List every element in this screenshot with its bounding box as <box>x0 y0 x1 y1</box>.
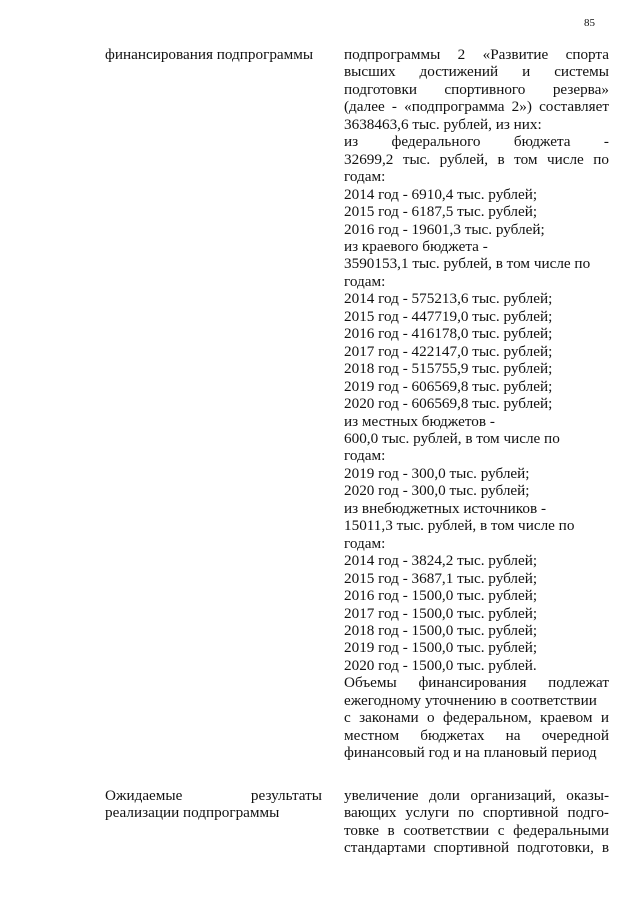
content-line: стандартами спортивной подготовки, в <box>344 839 609 857</box>
content-line: 2014 год - 575213,6 тыс. рублей; <box>344 290 553 308</box>
content-line: 2014 год - 3824,2 тыс. рублей; <box>344 552 538 570</box>
label-line: Ожидаемые результаты <box>105 787 322 804</box>
content-line: 2016 год - 416178,0 тыс. рублей; <box>344 325 553 343</box>
content-line: подготовки спортивного резерва» <box>344 80 609 98</box>
content-line: 2018 год - 515755,9 тыс. рублей; <box>344 360 553 378</box>
content-line: 2016 год - 1500,0 тыс. рублей; <box>344 587 538 605</box>
content-line: 2020 год - 1500,0 тыс. рублей. <box>344 656 537 674</box>
content-line: из внебюджетных источников - <box>344 499 547 517</box>
content-line: увеличение доли организаций, оказы- <box>344 787 609 804</box>
content-line: 2019 год - 606569,8 тыс. рублей; <box>344 377 553 395</box>
content-line: 2015 год - 6187,5 тыс. рублей; <box>344 203 538 221</box>
content-line: 2019 год - 300,0 тыс. рублей; <box>344 464 530 482</box>
content-line: (далее - «подпрограмма 2») составляет <box>344 98 609 116</box>
label-line: реализации подпрограммы <box>105 804 280 822</box>
content-line: 32699,2 тыс. рублей, в том числе по <box>344 150 609 168</box>
content-line: 3638463,6 тыс. рублей, из них: <box>344 115 542 133</box>
content-line: 600,0 тыс. рублей, в том числе по <box>344 429 560 447</box>
row-label <box>105 46 322 63</box>
content-line: подпрограммы 2 «Развитие спорта <box>344 46 609 63</box>
content-line: 3590153,1 тыс. рублей, в том числе по <box>344 255 591 273</box>
content-line: 15011,3 тыс. рублей, в том числе по <box>344 517 575 535</box>
page-number: 85 <box>584 17 595 29</box>
content-line: товке в соответствии с федеральными <box>344 821 609 839</box>
content-line: из краевого бюджета - <box>344 237 488 255</box>
content-line: 2018 год - 1500,0 тыс. рублей; <box>344 621 538 639</box>
content-line: годам: <box>344 447 386 465</box>
content-line: 2017 год - 1500,0 тыс. рублей; <box>344 604 538 622</box>
content-line: 2014 год - 6910,4 тыс. рублей; <box>344 185 538 203</box>
content-line: 2020 год - 606569,8 тыс. рублей; <box>344 395 553 413</box>
row-label <box>105 787 322 822</box>
content-line: местном бюджетах на очередной <box>344 726 609 744</box>
content-line: 2015 год - 3687,1 тыс. рублей; <box>344 569 538 587</box>
content-line: 2017 год - 422147,0 тыс. рублей; <box>344 342 553 360</box>
content-line: 2016 год - 19601,3 тыс. рублей; <box>344 220 545 238</box>
content-line: высших достижений и системы <box>344 63 609 81</box>
content-line: годам: <box>344 272 386 290</box>
content-line: из федерального бюджета - <box>344 133 609 151</box>
content-line: 2020 год - 300,0 тыс. рублей; <box>344 482 530 500</box>
label-line: финансирования подпрограммы <box>105 46 314 63</box>
content-line: годам: <box>344 168 386 186</box>
content-line: из местных бюджетов - <box>344 412 495 430</box>
content-line: ежегодному уточнению в соответствии <box>344 691 597 709</box>
row-content <box>344 46 609 762</box>
row-content <box>344 787 609 857</box>
content-line: финансовый год и на плановый период <box>344 744 597 762</box>
content-line: вающих услуги по спортивной подго- <box>344 804 609 822</box>
content-line: годам: <box>344 534 386 552</box>
content-line: Объемы финансирования подлежат <box>344 674 609 692</box>
content-line: 2015 год - 447719,0 тыс. рублей; <box>344 307 553 325</box>
content-line: 2019 год - 1500,0 тыс. рублей; <box>344 639 538 657</box>
content-line: с законами о федеральном, краевом и <box>344 709 609 727</box>
